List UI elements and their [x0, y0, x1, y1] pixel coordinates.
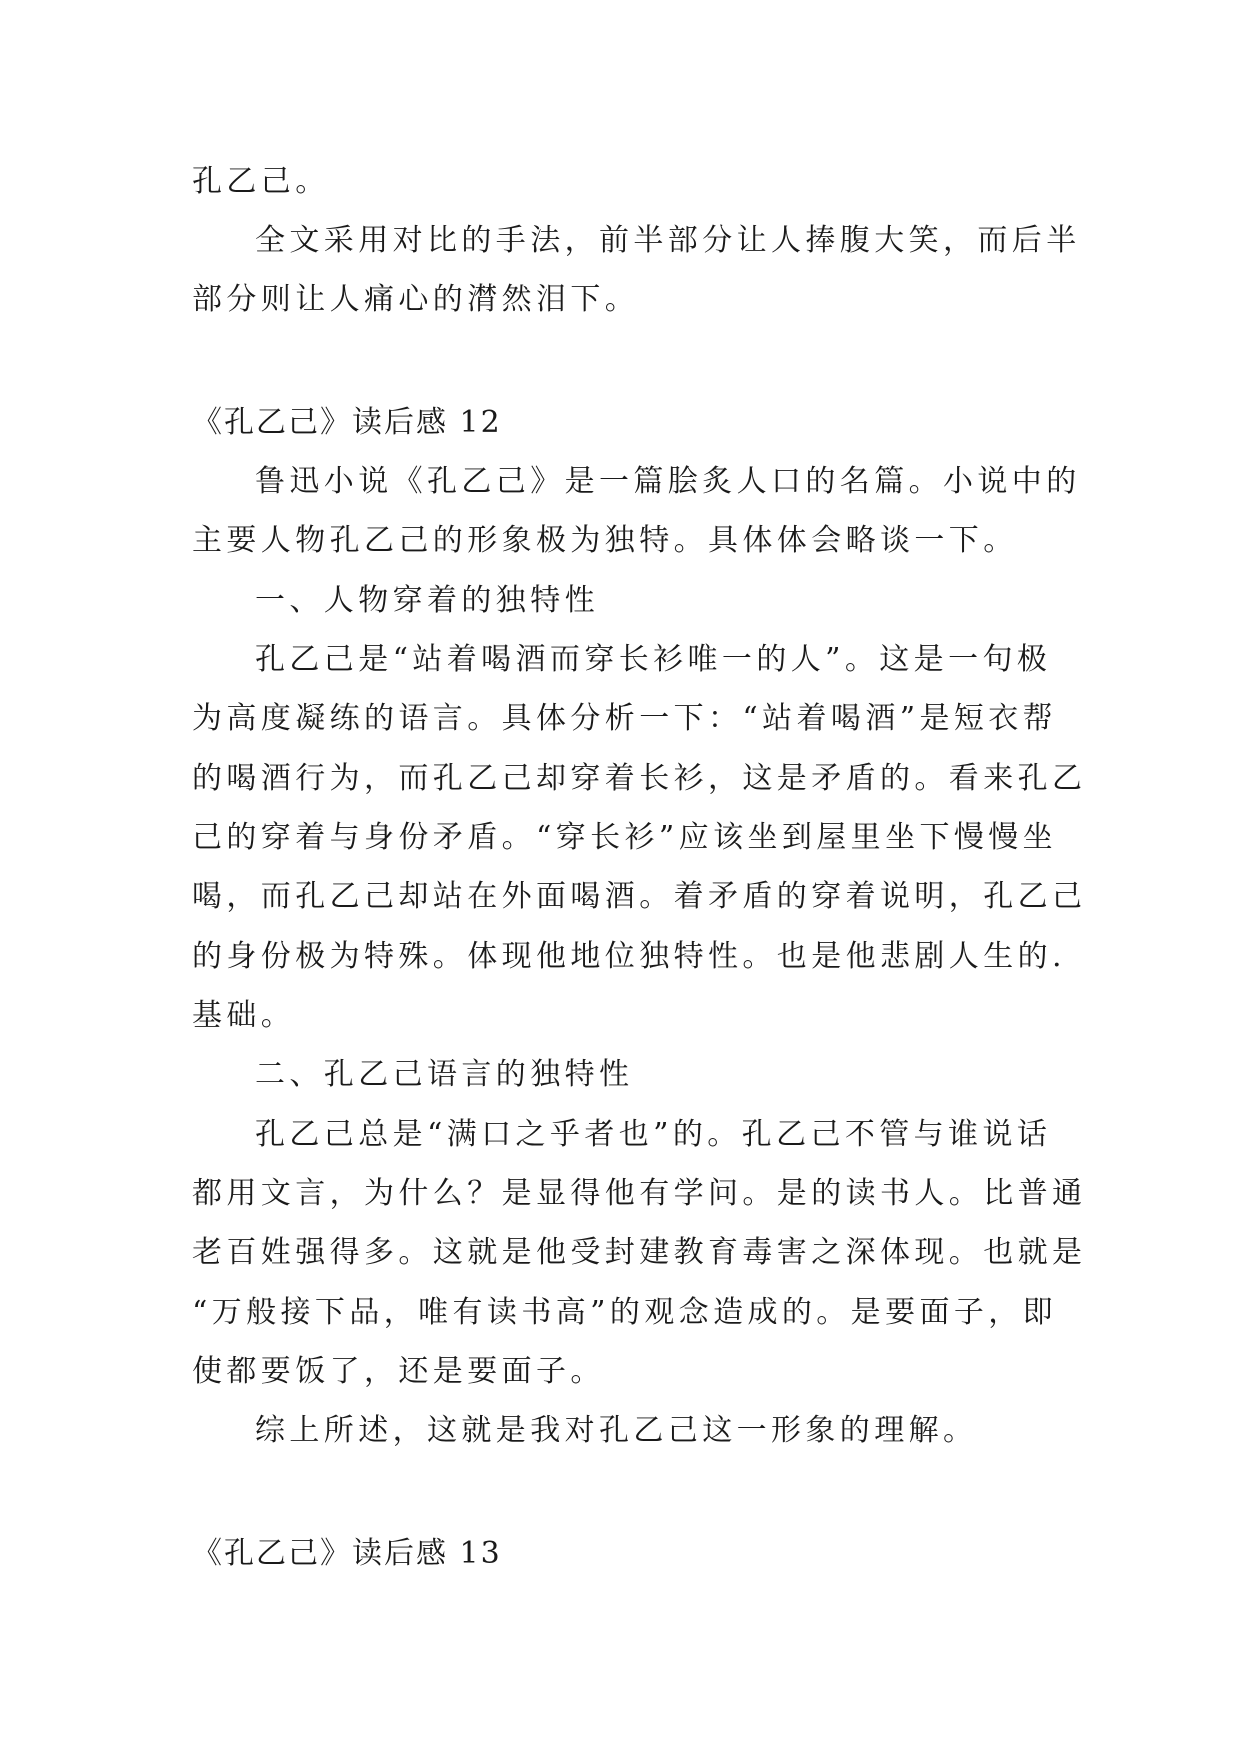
text-line: 老百姓强得多。这就是他受封建教育毒害之深体现。也就是	[192, 1235, 1087, 1270]
text-line: 己的穿着与身份矛盾。“穿长衫”应该坐到屋里坐下慢慢坐	[192, 820, 1058, 855]
text-line: 为高度凝练的语言。具体分析一下：“站着喝酒”是短衣帮	[192, 701, 1058, 736]
text-line: 基础。	[192, 998, 296, 1033]
paragraph-line: 鲁迅小说《孔乙己》是一篇脍炙人口的名篇。小说中的	[255, 464, 1081, 499]
text-line: 的身份极为特殊。体现他地位独特性。也是他悲剧人生的.	[192, 939, 1066, 974]
text-line: 都用文言，为什么？是显得他有学问。是的读书人。比普通	[192, 1176, 1087, 1211]
text-line: 使都要饭了，还是要面子。	[192, 1354, 605, 1389]
paragraph-line: 孔乙己是“站着喝酒而穿长衫唯一的人”。这是一句极	[255, 642, 1052, 677]
paragraph-line: 全文采用对比的手法，前半部分让人捧腹大笑，而后半	[255, 223, 1081, 258]
text-line: “万般接下品，唯有读书高”的观念造成的。是要面子，即	[192, 1295, 1058, 1330]
text-line: 部分则让人痛心的潸然泪下。	[192, 282, 640, 317]
text-line: 喝，而孔乙己却站在外面喝酒。着矛盾的穿着说明，孔乙己	[192, 879, 1087, 914]
subheading-1: 一、人物穿着的独特性	[255, 583, 599, 618]
section-heading-12: 《孔乙己》读后感 12	[192, 405, 502, 440]
text-line: 主要人物孔乙己的形象极为独特。具体体会略谈一下。	[192, 523, 1018, 558]
text-line: 孔乙己。	[192, 164, 330, 199]
paragraph-line: 综上所述，这就是我对孔乙己这一形象的理解。	[255, 1413, 978, 1448]
paragraph-line: 孔乙己总是“满口之乎者也”的。孔乙己不管与谁说话	[255, 1117, 1052, 1152]
section-heading-13: 《孔乙己》读后感 13	[192, 1536, 502, 1571]
text-line: 的喝酒行为，而孔乙己却穿着长衫，这是矛盾的。看来孔乙	[192, 761, 1087, 796]
subheading-2: 二、孔乙己语言的独特性	[255, 1057, 634, 1092]
